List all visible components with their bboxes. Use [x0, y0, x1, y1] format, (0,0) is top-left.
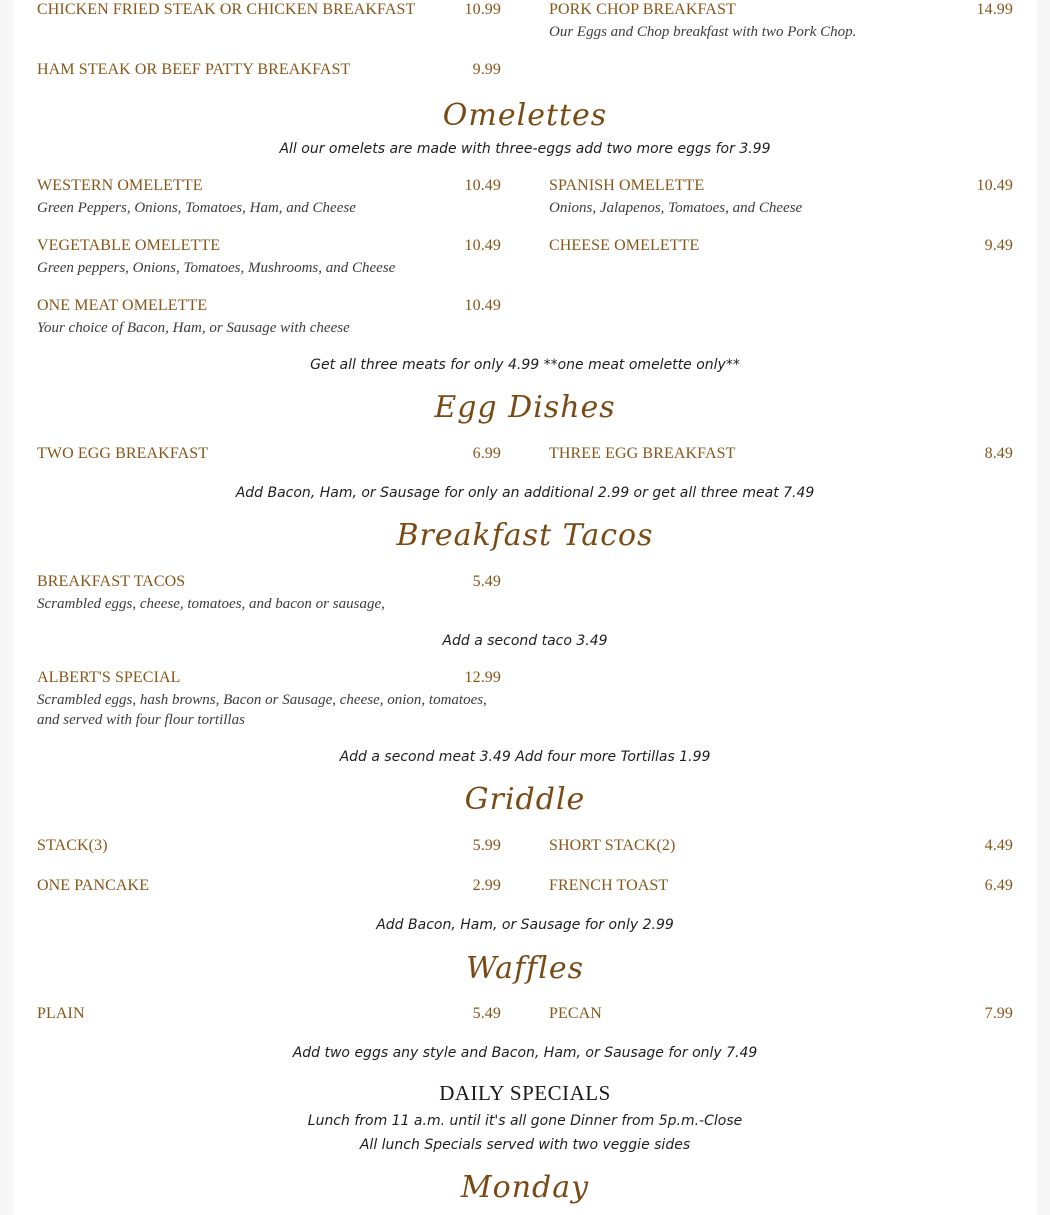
- item-name: THREE EGG BREAKFAST: [549, 445, 736, 462]
- menu-item: [37, 444, 501, 464]
- item-price: 12.99: [464, 669, 501, 686]
- menu-item: [37, 296, 501, 338]
- menu-item: [549, 0, 1013, 42]
- omelettes-left: [37, 176, 501, 338]
- breakfast-tacos-note2: Add a second meat 3.49 Add four more Tortillas 1.99: [339, 749, 711, 765]
- item-description: Your choice of Bacon, Ham, or Sausage with cheese: [37, 320, 350, 336]
- item-price: 5.99: [472, 837, 501, 854]
- item-name: PORK CHOP BREAKFAST: [549, 1, 736, 18]
- breakfast-tacos-item2: [37, 668, 1013, 730]
- item-price: 8.49: [984, 445, 1013, 462]
- top-items-right: [549, 0, 1013, 80]
- item-price: 10.49: [464, 177, 501, 194]
- item-name: CHEESE OMELETTE: [549, 237, 700, 254]
- section-title-griddle: Griddle: [464, 782, 586, 817]
- item-name: TWO EGG BREAKFAST: [37, 445, 209, 462]
- item-price: 14.99: [976, 1, 1013, 18]
- breakfast-tacos-note1: Add a second taco 3.49: [442, 633, 608, 649]
- menu-item: [37, 176, 501, 218]
- waffles-right: [549, 1004, 1013, 1024]
- omelettes-items: [37, 176, 1013, 338]
- menu-item: [549, 176, 1013, 218]
- menu-item: [549, 876, 1013, 896]
- item-name: SHORT STACK(2): [549, 837, 676, 854]
- egg-dishes-right: [549, 444, 1013, 464]
- item-price: 9.49: [984, 237, 1013, 254]
- section-title-waffles: Waffles: [465, 951, 585, 986]
- item-name: ONE MEAT OMELETTE: [37, 297, 208, 314]
- menu-item: [37, 0, 501, 20]
- menu-item: [37, 1004, 501, 1024]
- section-title-egg-dishes: Egg Dishes: [434, 390, 616, 425]
- egg-dishes-left: [37, 444, 501, 464]
- item-price: 4.49: [984, 837, 1013, 854]
- item-description: Scrambled eggs, cheese, tomatoes, and bacon or sausage,: [37, 596, 385, 612]
- menu-item: [37, 572, 501, 614]
- item-description: Our Eggs and Chop breakfast with two Pork Chop.: [549, 24, 857, 40]
- section-title-omelettes: Omelettes: [442, 98, 608, 133]
- menu-item: [37, 60, 501, 80]
- item-name: ALBERT'S SPECIAL: [37, 669, 181, 686]
- menu-item: [549, 236, 1013, 256]
- item-price: 6.49: [984, 877, 1013, 894]
- menu-item: [549, 444, 1013, 464]
- item-price: 5.49: [472, 573, 501, 590]
- item-price: 9.99: [472, 61, 501, 78]
- item-description: Green peppers, Onions, Tomatoes, Mushrooms, and Cheese: [37, 260, 396, 276]
- section-title-monday: Monday: [460, 1170, 590, 1205]
- item-name: BREAKFAST TACOS: [37, 573, 186, 590]
- item-name: CHICKEN FRIED STEAK OR CHICKEN BREAKFAST: [37, 1, 416, 18]
- item-name: VEGETABLE OMELETTE: [37, 237, 221, 254]
- item-description: Scrambled eggs, hash browns, Bacon or Sausage, cheese, onion, tomatoes, and served with four flour tortillas: [37, 692, 487, 728]
- omelettes-footer-note: Get all three meats for only 4.99 **one meat omelette only**: [310, 357, 740, 373]
- item-name: WESTERN OMELETTE: [37, 177, 203, 194]
- section-title-breakfast-tacos: Breakfast Tacos: [396, 518, 654, 553]
- menu-page: [13, 0, 1037, 1215]
- item-name: STACK(3): [37, 837, 108, 854]
- item-description: Onions, Jalapenos, Tomatoes, and Cheese: [549, 200, 803, 216]
- item-name: PLAIN: [37, 1005, 85, 1022]
- egg-dishes-note: Add Bacon, Ham, or Sausage for only an additional 2.99 or get all three meat 7.49: [235, 485, 815, 501]
- menu-item: [37, 876, 501, 896]
- item-price: 10.49: [976, 177, 1013, 194]
- waffles-note: Add two eggs any style and Bacon, Ham, or Sausage for only 7.49: [292, 1045, 758, 1061]
- egg-dishes-items: [37, 444, 1013, 464]
- item-price: 7.99: [984, 1005, 1013, 1022]
- griddle-items: [37, 836, 1013, 896]
- griddle-note: Add Bacon, Ham, or Sausage for only 2.99: [376, 917, 674, 933]
- item-name: ONE PANCAKE: [37, 877, 150, 894]
- item-name: FRENCH TOAST: [549, 877, 669, 894]
- breakfast-tacos-item1: [37, 572, 1013, 614]
- item-name: SPANISH OMELETTE: [549, 177, 705, 194]
- waffles-left: [37, 1004, 501, 1024]
- menu-item: [37, 836, 501, 856]
- menu-item: [549, 1004, 1013, 1024]
- daily-specials-heading: DAILY SPECIALS: [439, 1081, 611, 1105]
- waffles-items: [37, 1004, 1013, 1024]
- omelettes-right: [549, 176, 1013, 338]
- griddle-right: [549, 836, 1013, 896]
- item-price: 10.49: [464, 237, 501, 254]
- daily-specials-line2: All lunch Specials served with two veggie sides: [359, 1137, 691, 1153]
- daily-specials-line1: Lunch from 11 a.m. until it's all gone Dinner from 5p.m.-Close: [307, 1113, 743, 1129]
- item-price: 6.99: [472, 445, 501, 462]
- item-price: 2.99: [472, 877, 501, 894]
- menu-item: [37, 668, 501, 730]
- item-description: Green Peppers, Onions, Tomatoes, Ham, and Cheese: [37, 200, 356, 216]
- top-items: [37, 0, 1013, 80]
- omelettes-note: All our omelets are made with three-eggs add two more eggs for 3.99: [279, 141, 771, 157]
- item-price: 10.99: [464, 1, 501, 18]
- item-name: PECAN: [549, 1005, 602, 1022]
- griddle-left: [37, 836, 501, 896]
- item-name: HAM STEAK OR BEEF PATTY BREAKFAST: [37, 61, 351, 78]
- top-items-left: [37, 0, 501, 80]
- menu-item: [549, 836, 1013, 856]
- item-price: 10.49: [464, 297, 501, 314]
- menu-item: [37, 236, 501, 278]
- item-price: 5.49: [472, 1005, 501, 1022]
